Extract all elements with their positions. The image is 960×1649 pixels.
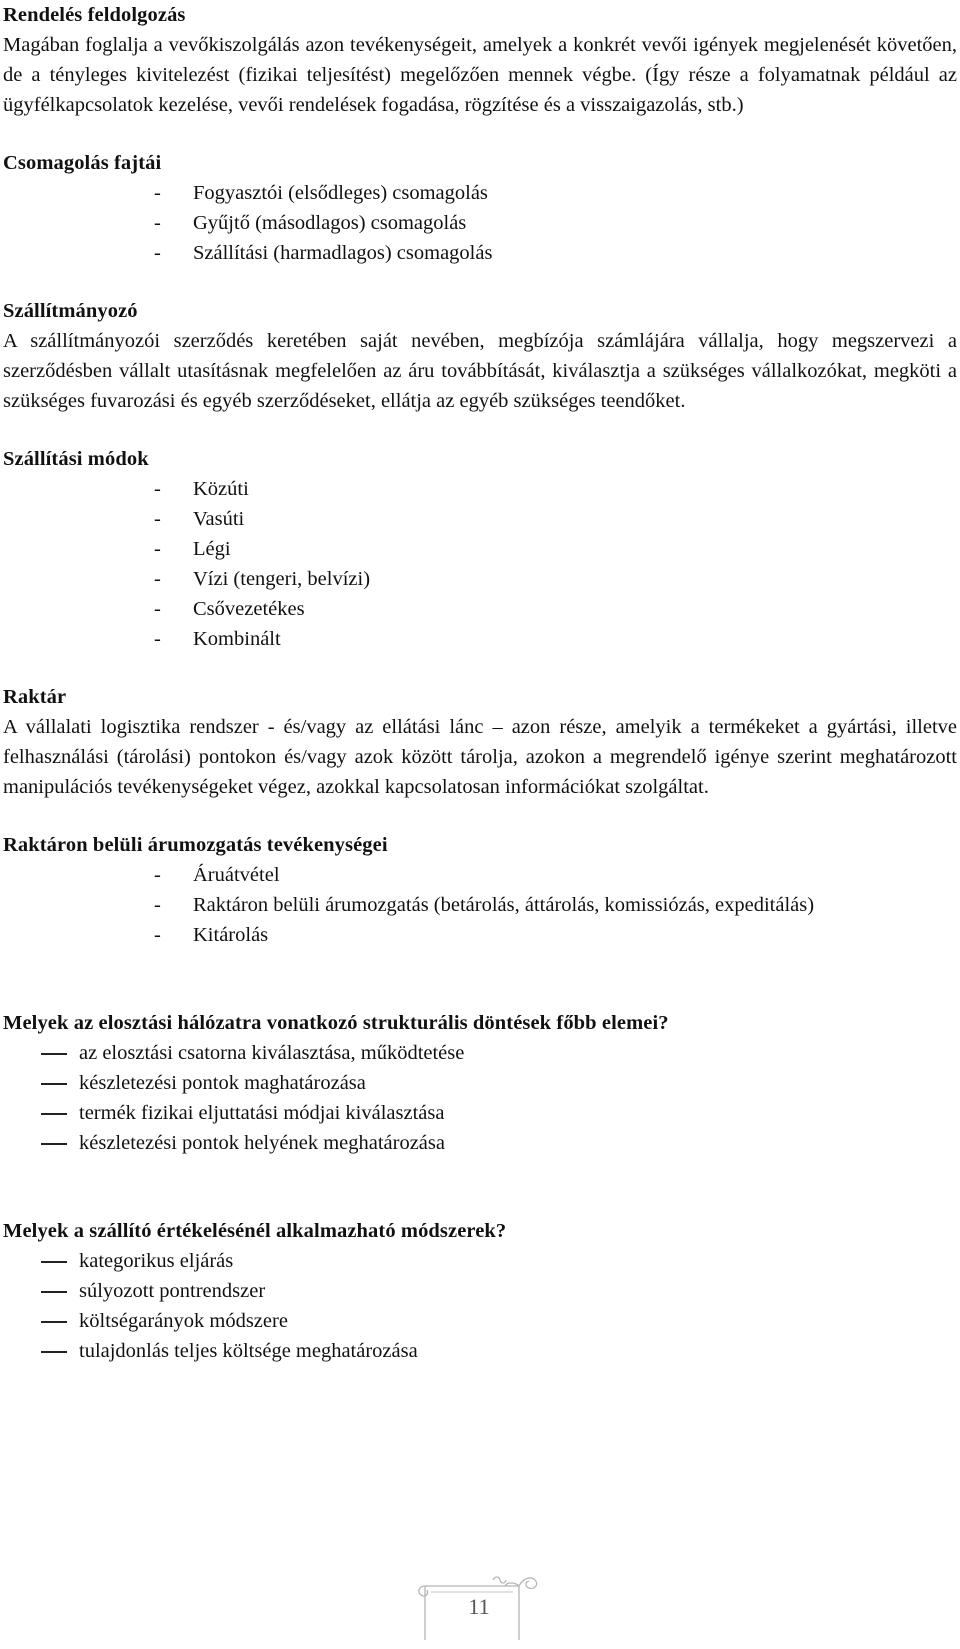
list-elosztasi xyxy=(3,1038,957,1158)
list-item: - Fogyasztói (elsődleges) csomagolás xyxy=(154,182,488,204)
dash-icon xyxy=(41,1143,67,1145)
paragraph-rendeles: Magában foglalja a vevőkiszolgálás azon tevékenységeit, amelyek a konkrét vevői igények megjelenését követően, de a tényleges kivitelezést (fizikai teljesítést) megelőzően mennek végbe. (Így része a folyamatnak például az ügyfélkapcsolatok kezelése, vevői rendelések fogadása, rögzítése és a visszaigazolás, stb.) xyxy=(3,34,957,116)
heading-szallitmanyozo: Szállítmányozó xyxy=(3,300,138,322)
dash-icon xyxy=(41,1053,67,1055)
heading-csomagolas: Csomagolás fajtái xyxy=(3,152,162,174)
list-item: - Kombinált xyxy=(154,628,281,650)
list-item: az elosztási csatorna kiválasztása, működtetése xyxy=(3,1038,957,1068)
document-page xyxy=(3,0,957,1366)
page-number: 11 xyxy=(468,1594,490,1619)
list-item: készletezési pontok helyének meghatározása xyxy=(3,1128,957,1158)
heading-raktar: Raktár xyxy=(3,686,67,708)
list-item: termék fizikai eljuttatási módjai kiválasztása xyxy=(3,1098,957,1128)
heading-arumozgatas: Raktáron belüli árumozgatás tevékenységei xyxy=(3,834,388,856)
list-csomagolas xyxy=(3,178,957,268)
dash-icon xyxy=(41,1291,67,1293)
list-szallito xyxy=(3,1246,957,1366)
section-rendeles xyxy=(3,0,957,120)
section-arumozgatas xyxy=(3,830,957,950)
list-item: - Közúti xyxy=(154,478,249,500)
heading-rendeles: Rendelés feldolgozás xyxy=(3,4,186,26)
list-item: kategorikus eljárás xyxy=(3,1246,957,1276)
list-item: - Vasúti xyxy=(154,508,245,530)
section-raktar xyxy=(3,682,957,802)
page-number-ornament xyxy=(415,1572,545,1640)
list-item: - Gyűjtő (másodlagos) csomagolás xyxy=(154,212,467,234)
section-elosztasi xyxy=(3,1008,957,1158)
list-item: - Raktáron belüli árumozgatás (betárolás, áttárolás, komissiózás, expeditálás) xyxy=(154,894,815,916)
list-item: súlyozott pontrendszer xyxy=(3,1276,957,1306)
section-szallitmanyozo xyxy=(3,296,957,416)
dash-icon xyxy=(41,1321,67,1323)
list-item: - Légi xyxy=(154,538,231,560)
list-item: készletezési pontok maghatározása xyxy=(3,1068,957,1098)
list-item: - Kitárolás xyxy=(154,924,269,946)
heading-szallito: Melyek a szállító értékelésénél alkalmazható módszerek? xyxy=(3,1220,507,1242)
heading-szallitasi-modok: Szállítási módok xyxy=(3,448,149,470)
list-item: - Csővezetékes xyxy=(154,598,305,620)
paragraph-raktar: A vállalati logisztika rendszer - és/vagy az ellátási lánc – azon része, amelyik a termékeket a gyártási, illetve felhasználási (tárolási) pontokon és/vagy azok között tárolja, azokon a megrendelő igénye szerint meghatározott manipulációs tevékenységeket végez, azokkal kapcsolatosan információkat szolgáltat. xyxy=(3,716,957,798)
heading-elosztasi: Melyek az elosztási hálózatra vonatkozó strukturális döntések főbb elemei? xyxy=(3,1012,669,1034)
list-item: tulajdonlás teljes költsége meghatározása xyxy=(3,1336,957,1366)
dash-icon xyxy=(41,1261,67,1263)
list-item: költségarányok módszere xyxy=(3,1306,957,1336)
list-szallitasi-modok xyxy=(3,474,957,654)
dash-icon xyxy=(41,1113,67,1115)
dash-icon xyxy=(41,1083,67,1085)
section-szallito xyxy=(3,1216,957,1366)
list-item: - Vízi (tengeri, belvízi) xyxy=(154,568,371,590)
list-arumozgatas xyxy=(3,860,957,950)
paragraph-szallitmanyozo: A szállítmányozói szerződés keretében saját nevében, megbízója számlájára vállalja, hogy megszervezi a szerződésben vállalt utasításnak megfelelően az áru továbbítását, kiválasztja a szükséges vállalkozókat, megköti a szükséges fuvarozási és egyéb szerződéseket, ellátja az egyéb szükséges teendőket. xyxy=(3,330,957,412)
section-csomagolas xyxy=(3,148,957,268)
list-item: - Áruátvétel xyxy=(154,864,280,886)
dash-icon xyxy=(41,1351,67,1353)
section-szallitasi-modok xyxy=(3,444,957,654)
list-item: - Szállítási (harmadlagos) csomagolás xyxy=(154,242,493,264)
